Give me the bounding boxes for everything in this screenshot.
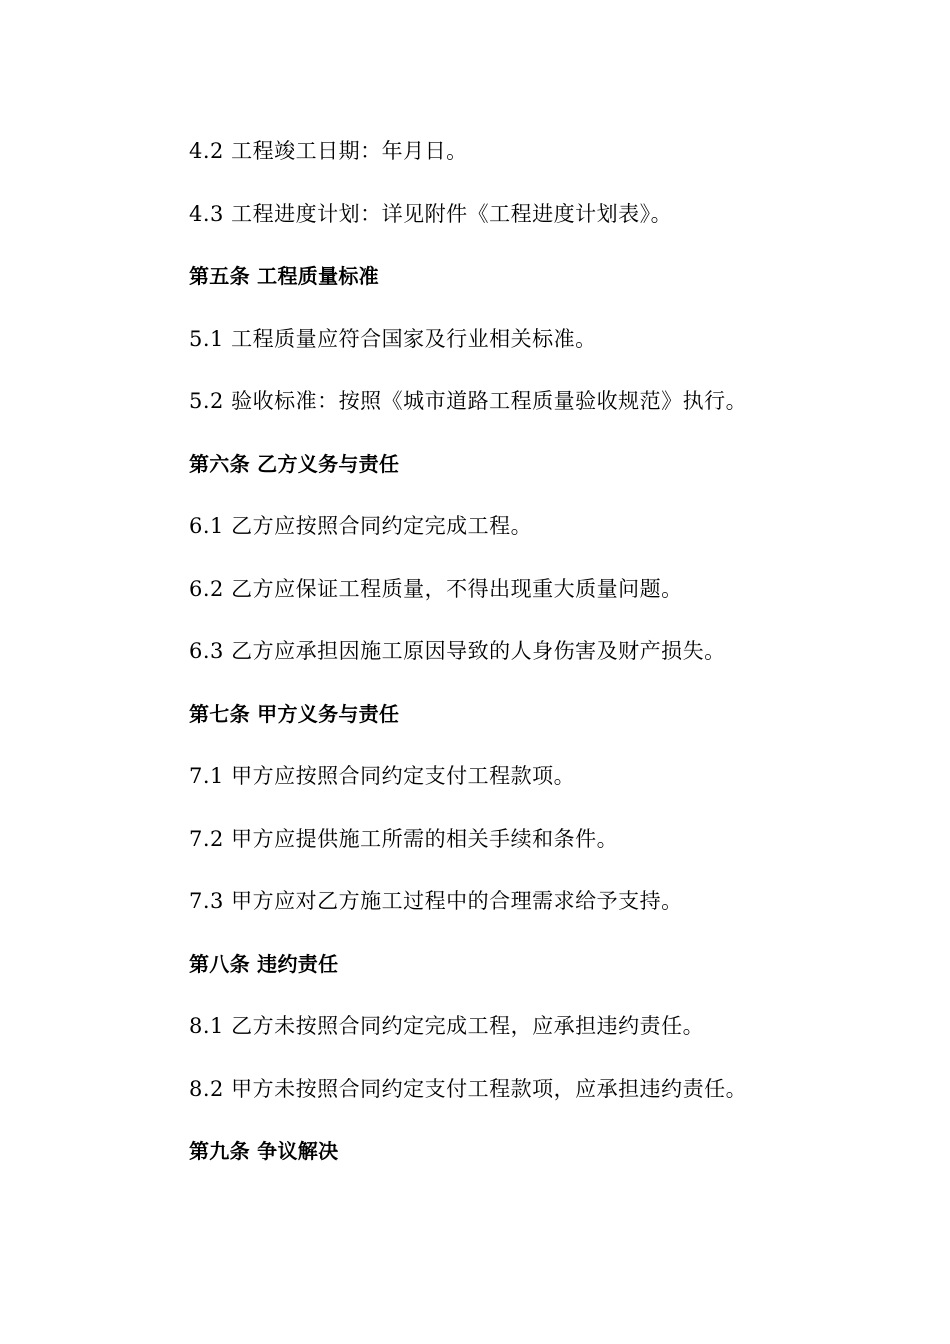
clause-7-1: 7.1 甲方应按照合同约定支付工程款项。: [189, 764, 576, 788]
clause-7-3: 7.3 甲方应对乙方施工过程中的合理需求给予支持。: [189, 889, 683, 913]
clause-4-3: 4.3 工程进度计划：详见附件《工程进度计划表》。: [189, 202, 673, 226]
clause-5-2: 5.2 验收标准：按照《城市道路工程质量验收规范》执行。: [189, 389, 748, 413]
heading-article-9: 第九条 争议解决: [189, 1139, 339, 1163]
heading-article-8: 第八条 违约责任: [189, 952, 339, 976]
clause-7-2: 7.2 甲方应提供施工所需的相关手续和条件。: [189, 827, 619, 851]
heading-article-7: 第七条 甲方义务与责任: [189, 702, 400, 726]
heading-article-6: 第六条 乙方义务与责任: [189, 452, 400, 476]
clause-5-1: 5.1 工程质量应符合国家及行业相关标准。: [189, 327, 597, 351]
heading-article-5: 第五条 工程质量标准: [189, 264, 379, 288]
clause-8-1: 8.1 乙方未按照合同约定完成工程，应承担违约责任。: [189, 1014, 705, 1038]
clause-8-2: 8.2 甲方未按照合同约定支付工程款项，应承担违约责任。: [189, 1077, 748, 1101]
clause-6-1: 6.1 乙方应按照合同约定完成工程。: [189, 514, 533, 538]
clause-4-2: 4.2 工程竣工日期：年月日。: [189, 139, 468, 163]
clause-6-2: 6.2 乙方应保证工程质量，不得出现重大质量问题。: [189, 577, 683, 601]
clause-6-3: 6.3 乙方应承担因施工原因导致的人身伤害及财产损失。: [189, 639, 726, 663]
